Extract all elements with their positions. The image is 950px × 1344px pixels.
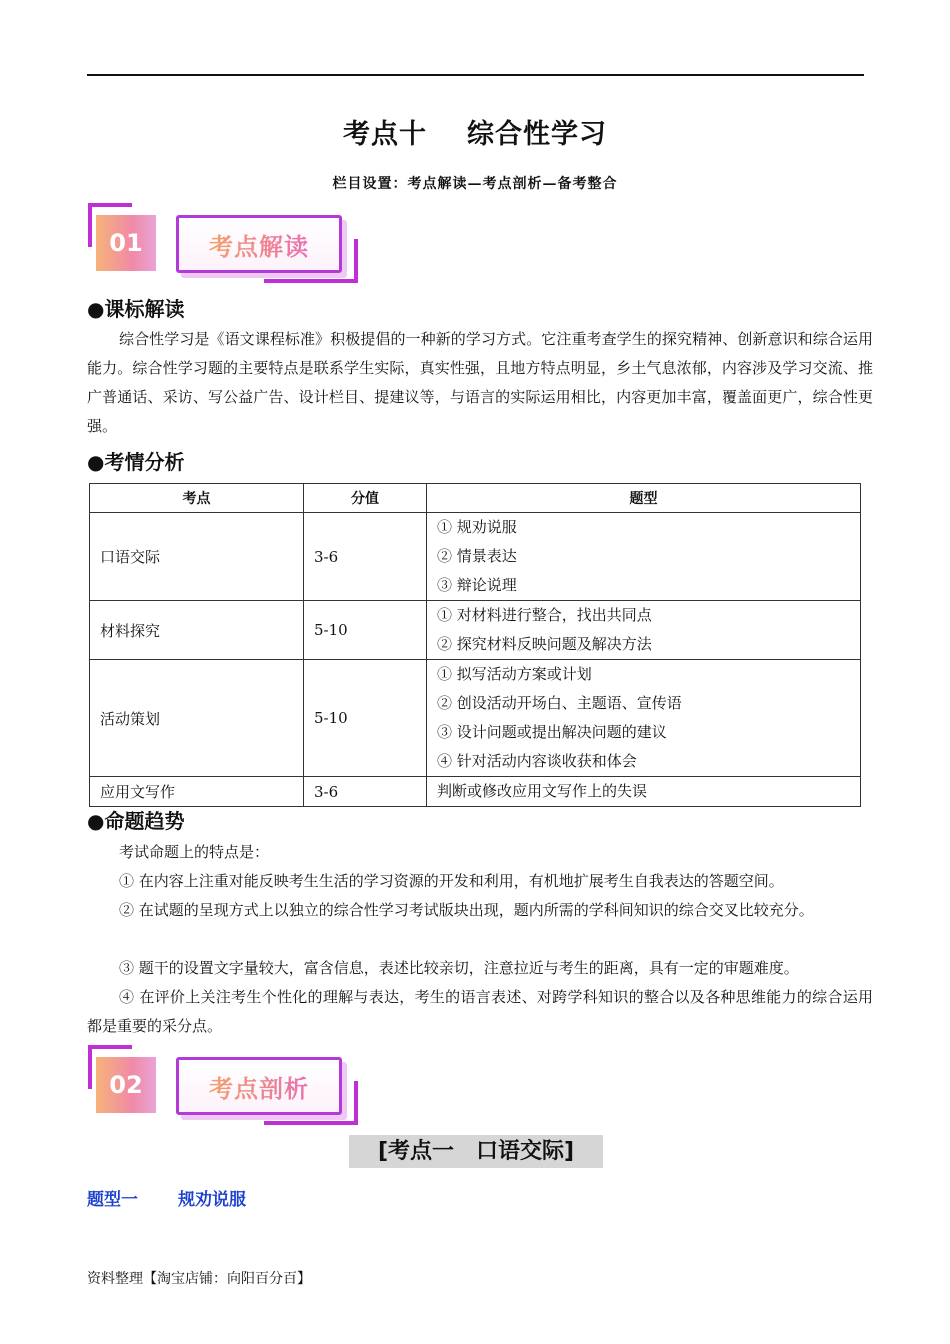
type-item: ① 规劝说服: [437, 518, 517, 536]
table-header: 考点: [90, 484, 304, 513]
exam-analysis-table: [89, 483, 861, 807]
table-row: [90, 777, 861, 807]
cell-point: 活动策划: [90, 660, 304, 777]
type-item: ① 对材料进行整合，找出共同点: [437, 606, 652, 624]
table-row: [90, 660, 861, 777]
table-header-row: [90, 484, 861, 513]
title-prefix: 考点十: [343, 119, 427, 150]
heading-exam-analysis: ●考情分析: [87, 450, 185, 474]
cell-point: 口语交际: [90, 513, 304, 601]
question-type-prefix: 题型一: [87, 1190, 138, 1210]
table-header: 分值: [304, 484, 427, 513]
trend-intro: 考试命题上的特点是：: [119, 843, 270, 861]
badge-number: 01: [96, 215, 156, 271]
trend-item: ③ 题干的设置文字量较大，富含信息，表述比较亲切，注意拉近与考生的距离，具有一定的审题难度。: [119, 959, 799, 977]
type-item: ② 探究材料反映问题及解决方法: [437, 635, 652, 653]
type-item: ① 拟写活动方案或计划: [437, 665, 592, 683]
section-badge-01: [88, 203, 358, 283]
table-row: [90, 601, 861, 660]
type-item: 判断或修改应用文写作上的失误: [437, 782, 648, 800]
table-row: [90, 513, 861, 601]
cell-types: [427, 601, 861, 660]
footer-source: 资料整理【淘宝店铺：向阳百分百】: [87, 1271, 311, 1287]
cell-types: [427, 777, 861, 807]
page-title: [0, 112, 950, 151]
trend-item: ④ 在评价上关注考生个性化的理解与表达，考生的语言表述、对跨学科知识的整合以及各种思维能力的综合运用都是重要的采分点。: [87, 988, 873, 1035]
type-item: ④ 针对活动内容谈收获和体会: [437, 752, 637, 770]
badge-label: 考点剖析: [176, 1057, 342, 1115]
curriculum-paragraph: 综合性学习是《语文课程标准》积极提倡的一种新的学习方式。它注重考查学生的探究精神、创新意识和综合运用能力。综合性学习题的主要特点是联系学生实际，真实性强，且地方特点明显，乡土气息浓郁，内容涉及学习交流、推广普通话、采访、写公益广告、设计栏目、提建议等，与语言的实际运用相比，内容更加丰富，覆盖面更广，综合性更强。: [87, 330, 873, 435]
type-item: ② 情景表达: [437, 547, 517, 565]
column-settings: 栏目设置：考点解读—考点剖析—备考整合: [332, 176, 618, 192]
cell-types: [427, 513, 861, 601]
heading-curriculum: ●课标解读: [87, 297, 185, 321]
cell-point: 材料探究: [90, 601, 304, 660]
cell-score: 5-10: [304, 660, 427, 777]
cell-types: [427, 660, 861, 777]
type-item: ③ 辩论说理: [437, 576, 517, 594]
heading-trend: ●命题趋势: [87, 809, 185, 833]
badge-number: 02: [96, 1057, 156, 1113]
header-rule: [87, 74, 864, 76]
trend-item: ② 在试题的呈现方式上以独立的综合性学习考试版块出现，题内所需的学科间知识的综合交叉比较充分。: [119, 901, 814, 919]
point-banner: [考点一 口语交际]: [349, 1135, 603, 1168]
title-main: 综合性学习: [467, 119, 607, 150]
question-type: [87, 1185, 246, 1210]
cell-score: 3-6: [304, 513, 427, 601]
type-item: ③ 设计问题或提出解决问题的建议: [437, 723, 667, 741]
question-type-name: 规劝说服: [178, 1190, 246, 1210]
badge-label: 考点解读: [176, 215, 342, 273]
cell-score: 3-6: [304, 777, 427, 807]
section-badge-02: [88, 1045, 358, 1125]
table-header: 题型: [427, 484, 861, 513]
trend-item: ① 在内容上注重对能反映考生生活的学习资源的开发和利用，有机地扩展考生自我表达的答题空间。: [119, 872, 784, 890]
cell-score: 5-10: [304, 601, 427, 660]
type-item: ② 创设活动开场白、主题语、宣传语: [437, 694, 682, 712]
cell-point: 应用文写作: [90, 777, 304, 807]
